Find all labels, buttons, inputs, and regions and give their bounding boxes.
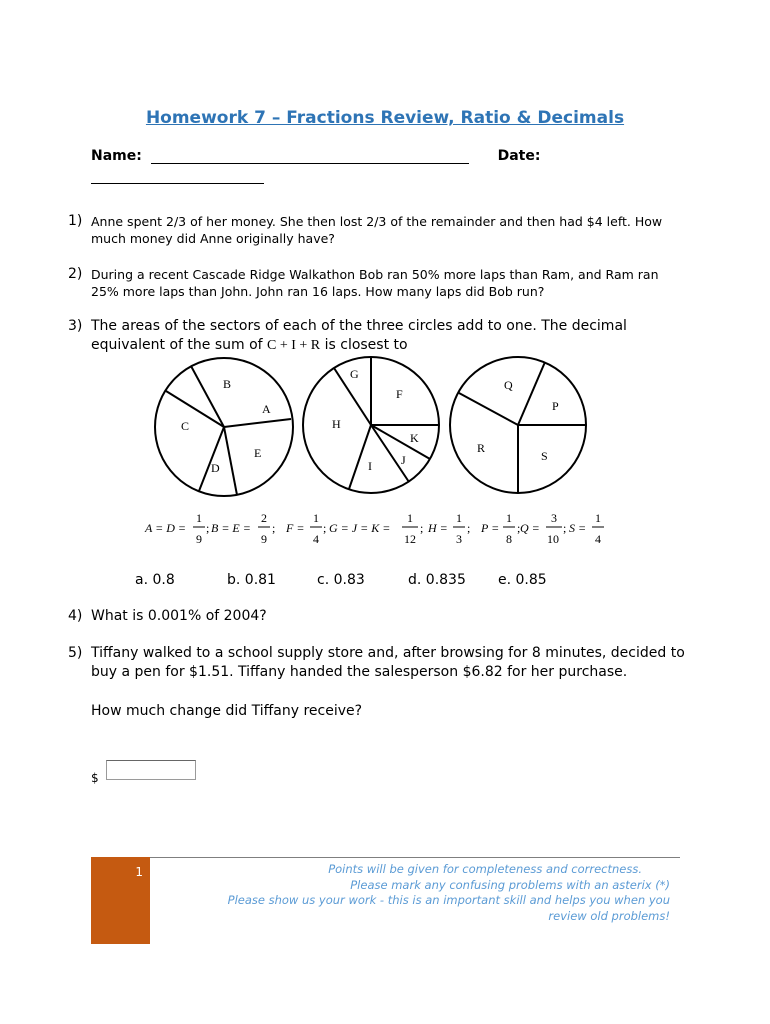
svg-text:F =: F = [286, 521, 305, 535]
svg-text:;: ; [272, 521, 276, 535]
sector-label-j: J [401, 453, 406, 467]
sector-label-a: A [262, 402, 271, 416]
sector-label-r: R [477, 441, 486, 455]
question-number: 2) [68, 266, 83, 282]
page-title: Homework 7 – Fractions Review, Ratio & Decimals [145, 108, 625, 128]
svg-text:10: 10 [547, 532, 559, 546]
svg-text:Q =: Q = [520, 521, 540, 535]
footer-note [160, 862, 670, 924]
sector-label-e: E [254, 446, 262, 460]
sector-label-q: Q [504, 378, 513, 392]
choice-a: a. 0.8 [135, 572, 175, 588]
svg-text:1: 1 [407, 511, 413, 525]
question-text: During a recent Cascade Ridge Walkathon Bob ran 50% more laps than Ram, and Ram ran 25% more laps than John. John ran 16 laps. How many laps did Bob run? [91, 267, 659, 299]
circle-1 [155, 358, 293, 496]
date-label: Date: [497, 148, 541, 164]
svg-text:A = D =: A = D = [145, 521, 186, 535]
formula: C + I + R [267, 338, 321, 353]
svg-text:S =: S = [569, 521, 587, 535]
footer-line-4: review old problems! [548, 908, 670, 923]
equation-gjk [329, 511, 423, 546]
sector-label-c: C [181, 419, 190, 433]
sector-label-d: D [211, 461, 220, 475]
sector-label-f: F [396, 387, 403, 401]
equation-p [480, 511, 520, 546]
choice-b: b. 0.81 [227, 572, 276, 588]
sector-label-k: K [410, 431, 419, 445]
circle-2 [303, 357, 439, 493]
sector-label-p: P [552, 399, 559, 413]
svg-text:3: 3 [551, 511, 557, 525]
page-number: 1 [135, 865, 143, 879]
footer-line-3: Please show us your work - this is an important skill and helps you when you [227, 893, 670, 907]
question-number: 3) [68, 318, 83, 334]
svg-text:1: 1 [196, 511, 202, 525]
choice-e: e. 0.85 [498, 572, 547, 588]
svg-text:9: 9 [261, 532, 267, 546]
sector-label-g: G [350, 367, 359, 381]
choice-c: c. 0.83 [317, 572, 365, 588]
equation-h [427, 511, 470, 546]
question-text [91, 644, 688, 721]
choice-d: d. 0.835 [408, 572, 466, 588]
question-prompt: How much change did Tiffany receive? [91, 703, 363, 719]
svg-text:8: 8 [506, 532, 512, 546]
question-text: Anne spent 2/3 of her money. She then lost 2/3 of the remainder and then had $4 left. How much money did Anne originally have? [91, 214, 663, 246]
change-answer-input[interactable] [106, 760, 196, 780]
svg-text:9: 9 [196, 532, 202, 546]
question-paragraph: Tiffany walked to a school supply store and, after browsing for 8 minutes, decided to buy a pen for $1.51. Tiffany handed the salesperson $6.82 for her purchase. [91, 645, 685, 680]
question-number: 1) [68, 213, 83, 229]
equation-s [569, 511, 604, 546]
svg-text:1: 1 [506, 511, 512, 525]
equation-f [285, 511, 326, 546]
svg-text:;: ; [467, 521, 471, 535]
svg-text:12: 12 [404, 532, 416, 546]
svg-text:P =: P = [481, 521, 500, 535]
equation-q [520, 511, 566, 546]
equation-be [211, 511, 275, 546]
sector-label-s: S [541, 449, 548, 463]
sector-equations [144, 511, 604, 546]
equation-ad [144, 511, 209, 546]
question-number: 4) [68, 608, 83, 624]
name-label: Name: [91, 148, 142, 164]
svg-text:;: ; [563, 521, 567, 535]
svg-text:1: 1 [313, 511, 319, 525]
sector-label-h: H [332, 417, 341, 431]
svg-text:3: 3 [456, 532, 462, 546]
footer-line-1: Points will be given for completeness and correctness. [328, 862, 642, 876]
svg-text:H =: H = [428, 521, 448, 535]
svg-text:4: 4 [595, 532, 601, 546]
sector-label-i: I [368, 459, 372, 473]
svg-text:4: 4 [313, 532, 319, 546]
svg-text:;: ; [206, 521, 210, 535]
svg-text:;: ; [517, 521, 521, 535]
currency-label: $ [91, 771, 99, 785]
footer-line-2: Please mark any confusing problems with an asterix (*) [350, 877, 670, 892]
footer-divider [150, 857, 680, 858]
question-text: The areas of the sectors of each of the three circles add to one. The decimal equivalent of the sum of C + I + R is closest to [91, 318, 627, 353]
question-text: What is 0.001% of 2004? [91, 608, 267, 624]
sector-label-b: B [223, 377, 232, 391]
circle-3 [450, 357, 586, 493]
svg-text:G = J = K =: G = J = K = [329, 521, 391, 535]
svg-text:1: 1 [456, 511, 462, 525]
question-number: 5) [68, 645, 83, 661]
svg-text:;: ; [420, 521, 424, 535]
svg-text:;: ; [323, 521, 327, 535]
svg-text:1: 1 [595, 511, 601, 525]
svg-text:2: 2 [261, 511, 267, 525]
svg-text:B = E =: B = E = [211, 521, 251, 535]
